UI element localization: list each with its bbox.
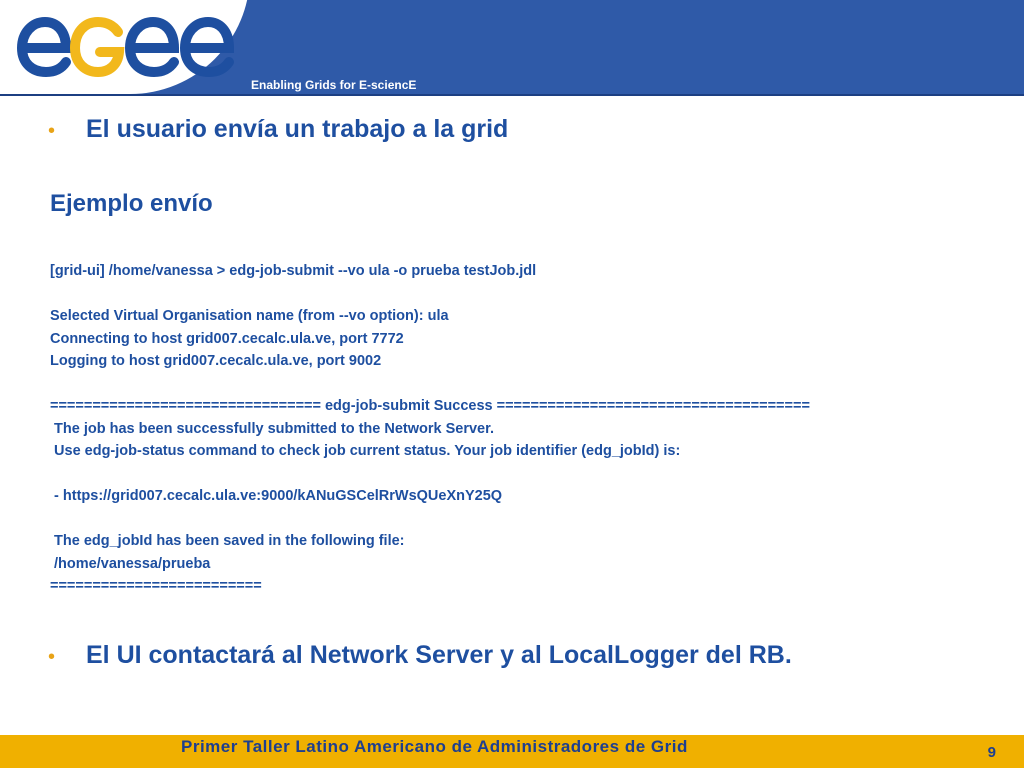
console-line [50,283,1010,306]
slide-footer [0,735,1024,768]
console-line: ========================= [50,578,262,594]
egee-logo [14,12,240,78]
console-line [50,373,1010,396]
bullet-icon: • [48,120,56,142]
console-line: [grid-ui] /home/vanessa > edg-job-submit --vo ula -o prueba testJob.jdl [50,263,537,279]
console-line: - https://grid007.cecalc.ula.ve:9000/kANuGSCelRrWsQUeXnY25Q [50,488,503,504]
console-line: Use edg-job-status command to check job current status. Your job identifier (edg_jobId) is: [50,443,681,459]
page-number: 9 [987,744,996,761]
slide-header [0,0,1024,94]
console-output [50,260,1010,598]
console-line: The edg_jobId has been saved in the following file: [50,533,405,549]
console-line [50,508,1010,531]
console-line: The job has been successfully submitted to the Network Server. [50,420,494,437]
bullet-text-2: El UI contactará al Network Server y al LocalLogger del RB. [86,641,792,669]
section-heading: Ejemplo envío [50,190,213,217]
console-line [50,463,1010,486]
header-divider [0,94,1024,96]
footer-title: Primer Taller Latino Americano de Administradores de Grid [181,737,688,756]
bullet-item-1 [0,115,508,144]
bullet-icon: • [48,646,56,668]
console-line: /home/vanessa/prueba [50,555,211,572]
console-line: Selected Virtual Organisation name (from --vo option): ula [50,308,449,324]
console-line: Connecting to host grid007.cecalc.ula.ve, port 7772 [50,330,404,347]
console-line: Logging to host grid007.cecalc.ula.ve, port 9002 [50,353,382,369]
console-line: ================================ edg-job-submit Success ===================================== [50,398,810,414]
tagline: Enabling Grids for E-sciencE [251,78,417,92]
bullet-text-1: El usuario envía un trabajo a la grid [86,115,509,143]
bullet-item-2 [0,641,792,670]
